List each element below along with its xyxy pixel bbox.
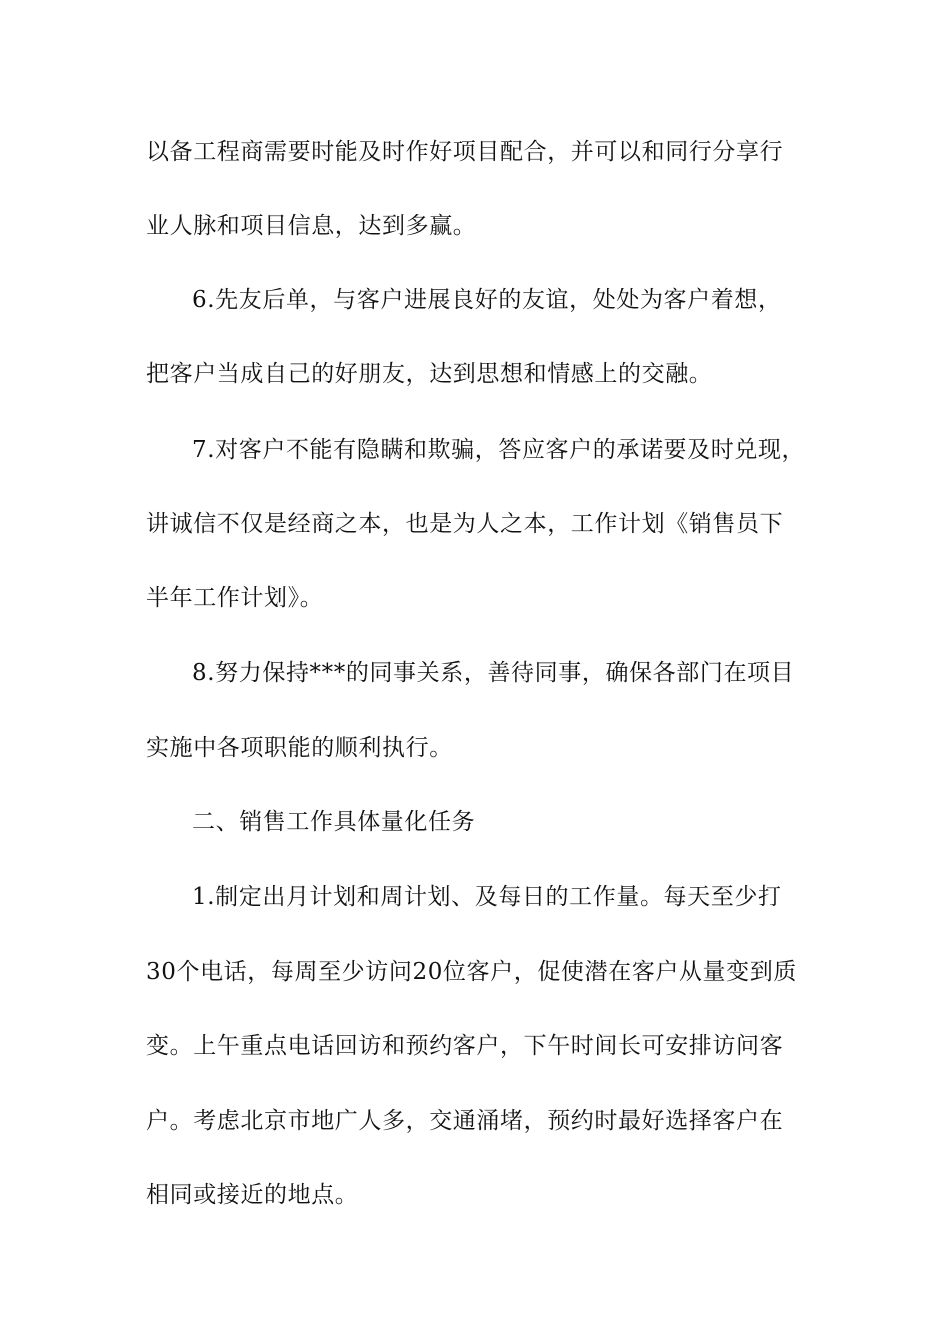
text-line-8: 8.努力保持***的同事关系，善待同事，确保各部门在项目 bbox=[192, 660, 795, 686]
text-line-14: 户。考虑北京市地广人多，交通涌堵，预约时最好选择客户在 bbox=[146, 1108, 784, 1134]
text-line-5: 7.对客户不能有隐瞒和欺骗，答应客户的承诺要及时兑现， bbox=[192, 437, 806, 463]
text-line-13: 变。上午重点电话回访和预约客户，下午时间长可安排访问客 bbox=[146, 1033, 784, 1059]
text-line-9: 实施中各项职能的顺利执行。 bbox=[146, 735, 453, 761]
section-heading: 二、销售工作具体量化任务 bbox=[192, 809, 476, 835]
text-line-7: 半年工作计划》。 bbox=[146, 585, 324, 611]
text-line-2: 业人脉和项目信息，达到多赢。 bbox=[146, 213, 477, 239]
text-line-3: 6.先友后单，与客户进展良好的友谊，处处为客户着想， bbox=[192, 287, 782, 313]
text-line-15: 相同或接近的地点。 bbox=[146, 1182, 359, 1208]
text-line-11: 1.制定出月计划和周计划、及每日的工作量。每天至少打 bbox=[192, 884, 782, 910]
text-line-12: 30个电话，每周至少访问20位客户，促使潜在客户从量变到质 bbox=[146, 959, 797, 985]
text-line-1: 以备工程商需要时能及时作好项目配合，并可以和同行分享行 bbox=[146, 139, 784, 165]
text-line-4: 把客户当成自己的好朋友，达到思想和情感上的交融。 bbox=[146, 361, 713, 387]
text-line-6: 讲诚信不仅是经商之本，也是为人之本，工作计划《销售员下 bbox=[146, 511, 784, 537]
